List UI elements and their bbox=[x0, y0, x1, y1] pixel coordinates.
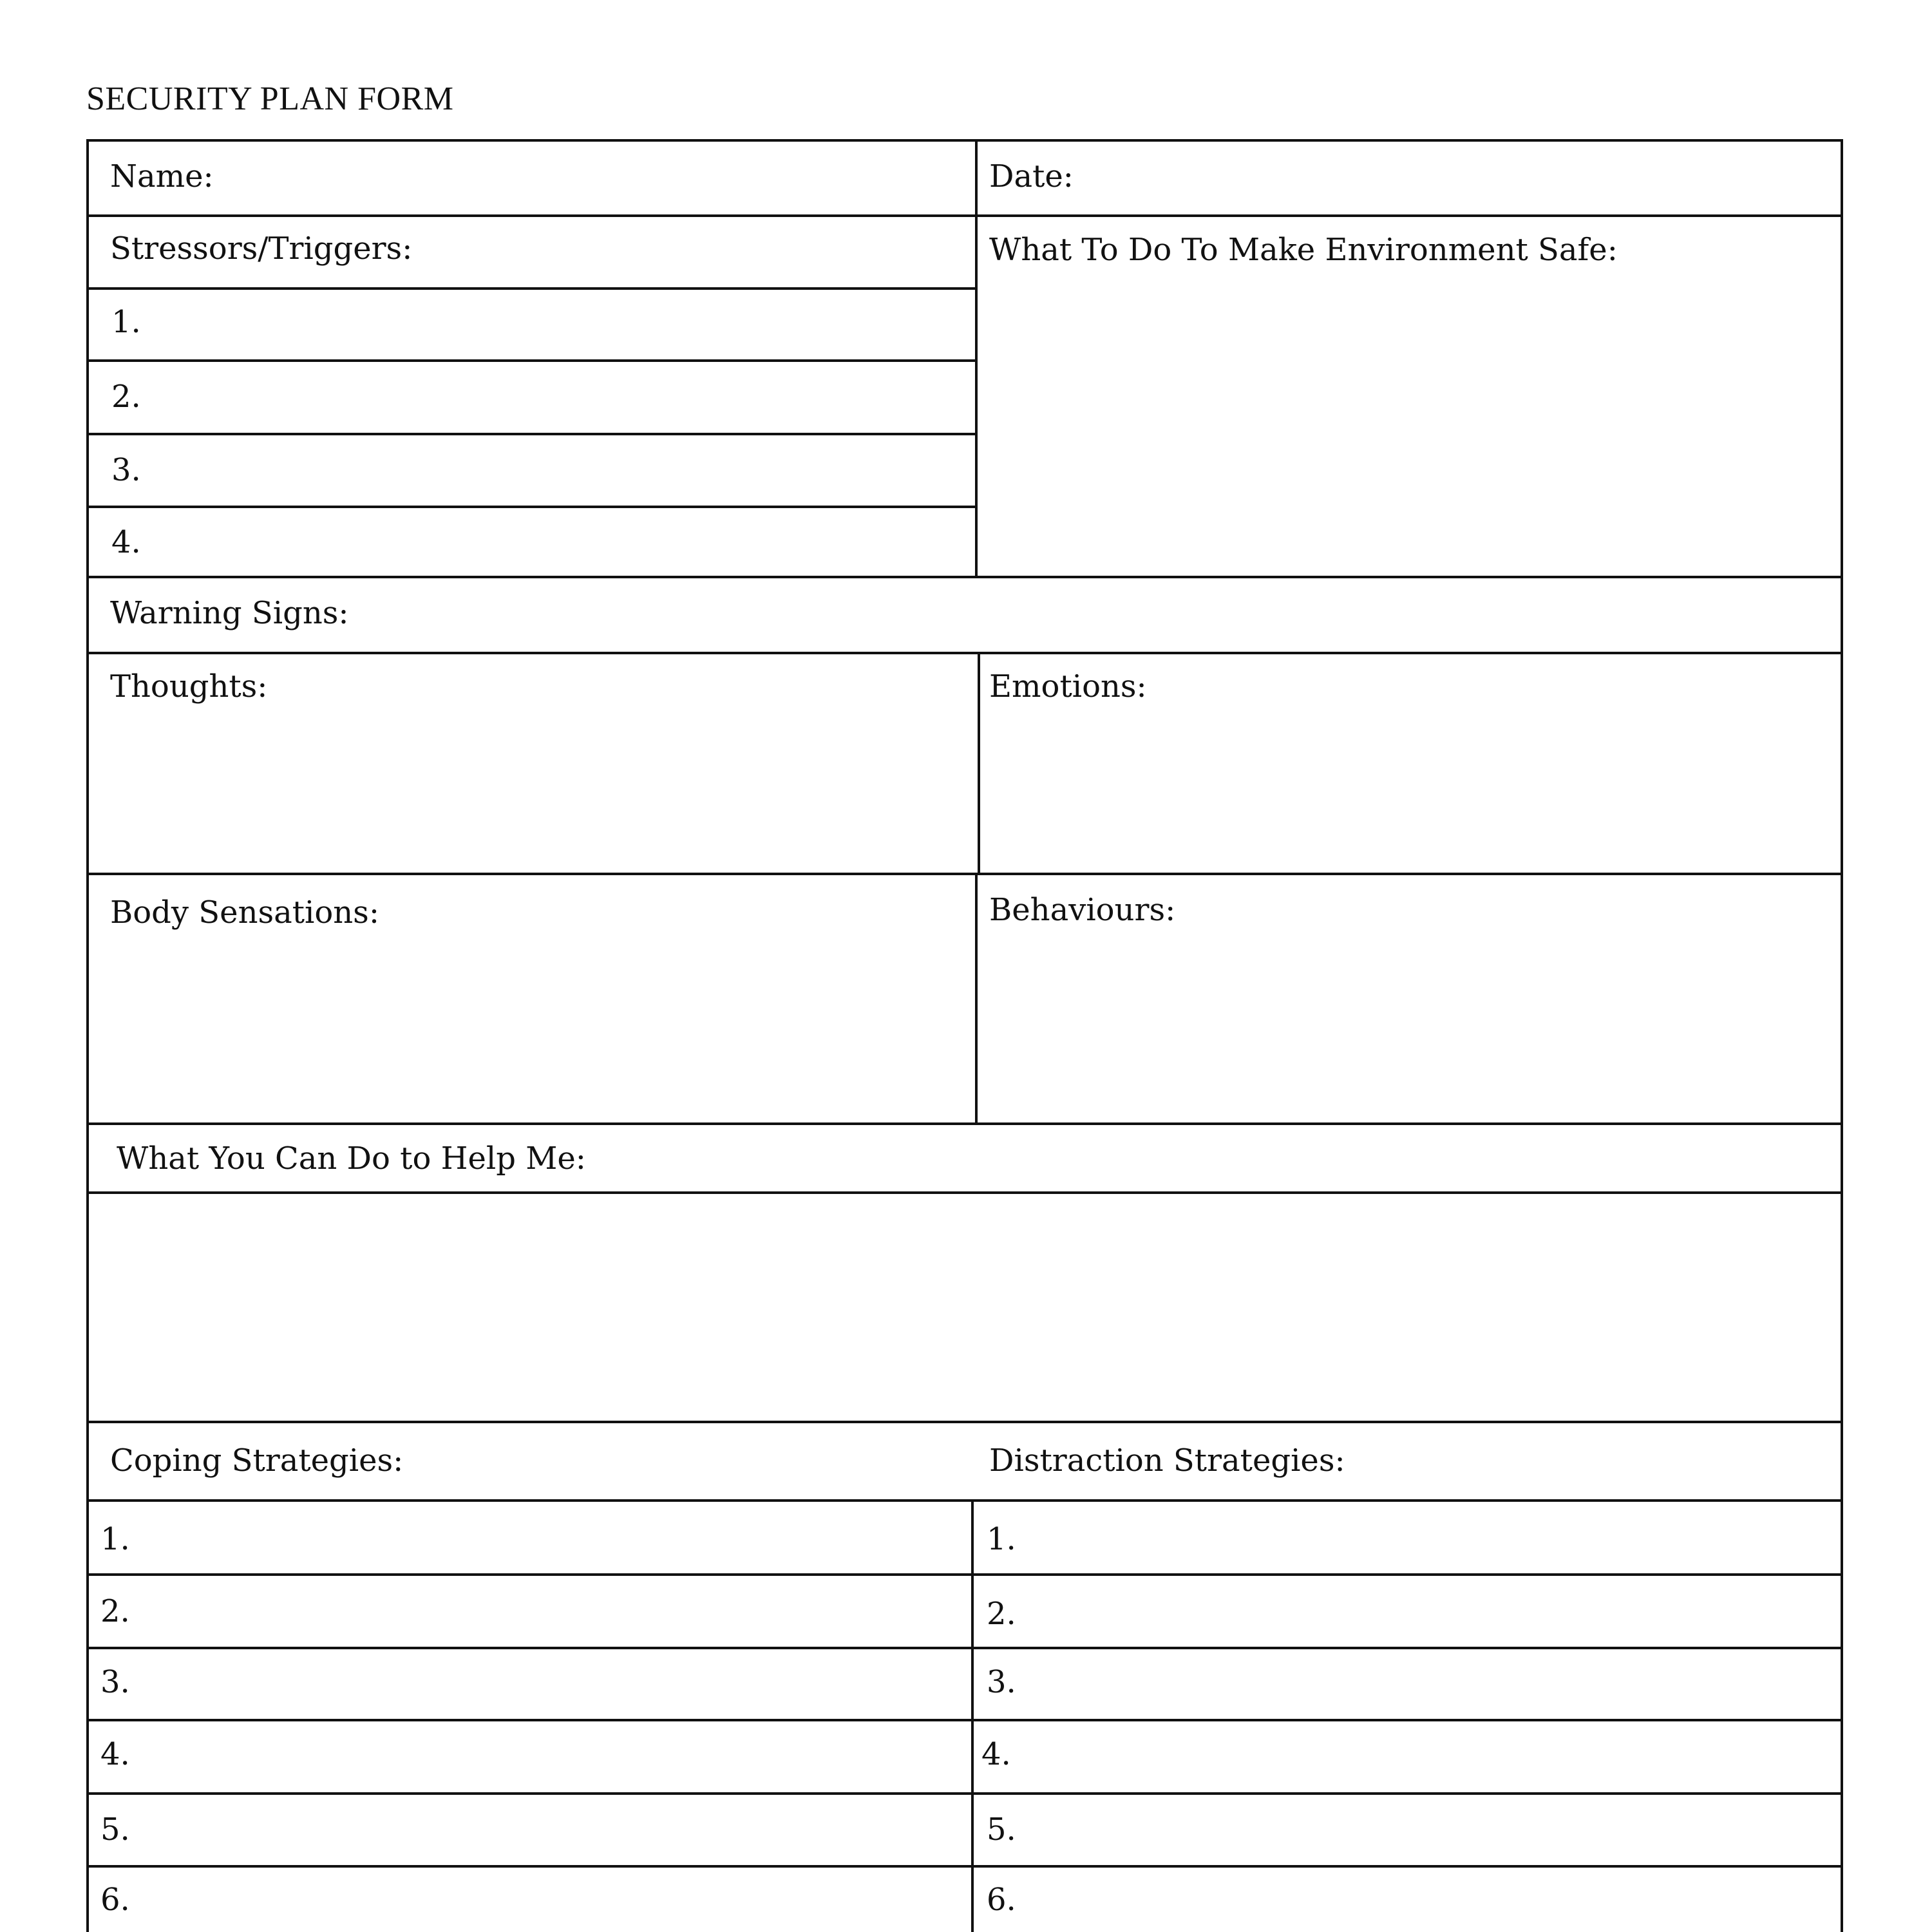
stressor-item-2: 2. bbox=[111, 379, 141, 415]
stressor-item-1: 1. bbox=[111, 304, 141, 340]
table-border-right bbox=[1841, 139, 1843, 1932]
divider-help-box-bottom bbox=[86, 1421, 1843, 1423]
environment-safe-label: What To Do To Make Environment Safe: bbox=[989, 232, 1618, 268]
coping-strategies-label: Coping Strategies: bbox=[110, 1443, 404, 1479]
column-divider-strategies bbox=[971, 1499, 974, 1932]
divider-warning-signs-bottom bbox=[86, 652, 1843, 654]
emotions-label: Emotions: bbox=[989, 668, 1147, 705]
divider-stressor-1 bbox=[86, 287, 978, 290]
coping-item-1: 1. bbox=[100, 1521, 130, 1557]
help-me-label: What You Can Do to Help Me: bbox=[117, 1141, 586, 1177]
divider-stressor-4 bbox=[86, 506, 978, 508]
coping-item-3: 3. bbox=[100, 1664, 130, 1700]
divider-body-bottom bbox=[86, 1122, 1843, 1125]
divider-strategy-row-3 bbox=[86, 1719, 1843, 1721]
column-divider-body bbox=[975, 873, 978, 1125]
stressor-item-3: 3. bbox=[111, 452, 141, 488]
table-border-top bbox=[86, 139, 1843, 142]
divider-strategy-row-1 bbox=[86, 1573, 1843, 1576]
divider-strategy-row-5 bbox=[86, 1865, 1843, 1868]
warning-signs-label: Warning Signs: bbox=[110, 595, 349, 631]
divider-stressor-3 bbox=[86, 433, 978, 435]
behaviours-label: Behaviours: bbox=[989, 892, 1176, 928]
name-label: Name: bbox=[110, 158, 214, 194]
divider-strategy-row-2 bbox=[86, 1647, 1843, 1649]
divider-strategy-row-4 bbox=[86, 1792, 1843, 1795]
coping-item-5: 5. bbox=[100, 1812, 130, 1848]
divider-warning-signs-top bbox=[86, 576, 1843, 578]
coping-item-4: 4. bbox=[100, 1736, 130, 1772]
distraction-item-2: 2. bbox=[987, 1596, 1016, 1632]
thoughts-label: Thoughts: bbox=[110, 668, 268, 705]
column-divider-top bbox=[975, 139, 978, 578]
divider-strategies-header-bottom bbox=[86, 1499, 1843, 1502]
coping-item-6: 6. bbox=[100, 1882, 130, 1918]
divider-header bbox=[86, 214, 1843, 217]
body-sensations-label: Body Sensations: bbox=[110, 895, 379, 931]
distraction-strategies-label: Distraction Strategies: bbox=[989, 1443, 1345, 1479]
distraction-item-6: 6. bbox=[987, 1882, 1016, 1918]
distraction-item-1: 1. bbox=[987, 1521, 1016, 1557]
coping-item-2: 2. bbox=[100, 1593, 130, 1629]
stressor-item-4: 4. bbox=[111, 524, 141, 560]
date-label: Date: bbox=[989, 158, 1074, 194]
page-title: SECURITY PLAN FORM bbox=[86, 80, 454, 117]
divider-help-label-bottom bbox=[86, 1191, 1843, 1194]
distraction-item-3: 3. bbox=[987, 1664, 1016, 1700]
table-border-left bbox=[86, 139, 89, 1932]
distraction-item-5: 5. bbox=[987, 1812, 1016, 1848]
divider-thoughts-bottom bbox=[86, 873, 1843, 875]
stressors-label: Stressors/Triggers: bbox=[110, 231, 413, 267]
divider-stressor-2 bbox=[86, 359, 978, 362]
column-divider-thoughts bbox=[978, 652, 980, 875]
distraction-item-4: 4. bbox=[981, 1736, 1011, 1772]
